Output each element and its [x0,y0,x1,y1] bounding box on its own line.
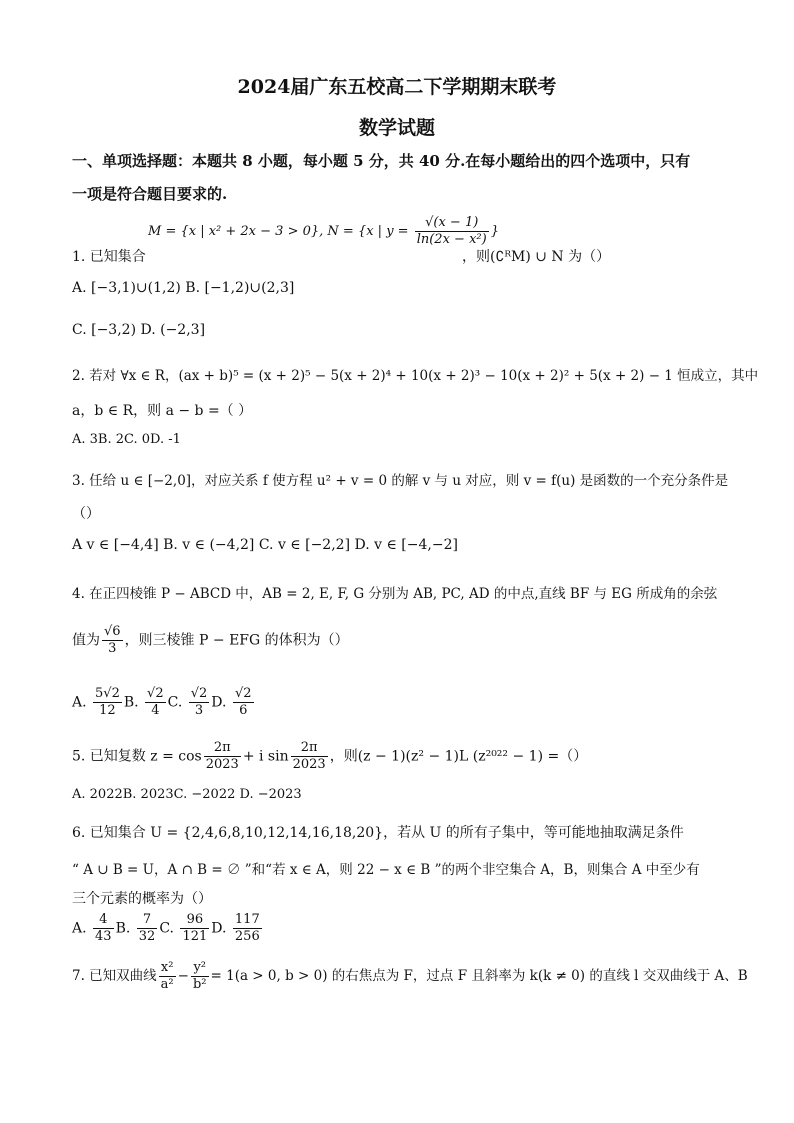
q4-option-b-label: B. [123,694,139,711]
q4-option-d-den: 6 [239,703,248,718]
q7-f2-den: b² [192,977,207,992]
q7-f2-num: y² [191,960,209,977]
q6-option-b-label: B. [115,920,131,937]
q1-formula: M = {x | x² + 2x − 3 > 0}, N = {x | y = [148,224,413,239]
q4-option-a [93,686,122,719]
q4-option-d-num: √2 [234,686,252,701]
exam-subtitle: 数学试题 [358,117,435,139]
q7-pre: 7. 已知双曲线 [72,968,157,984]
q4-option-c-label: C. [167,694,183,711]
q4-line2 [72,624,349,657]
q2-options: A. 3B. 2C. 0D. -1 [72,432,181,447]
q7-minus: − [177,968,189,984]
q7-line1 [72,960,748,993]
q6-option-c [180,912,209,945]
q5-f2-den: 2023 [292,757,326,772]
q1-stem-end: ，则(∁ᴿM) ∪ N 为（） [462,249,611,265]
q5-fraction-1 [204,740,241,773]
q5-line1 [72,740,587,773]
q5-post: ，则(z − 1)(z² − 1)L (z²⁰²² − 1) =（） [329,748,588,765]
q3-options: A v ∈ [−4,4] B. v ∈ (−4,2] C. v ∈ [−2,2] D. v ∈ [−4,−2] [72,537,458,553]
q2-line1: 2. 若对 ∀x ∈ R，(ax + b)⁵ = (x + 2)⁵ − 5(x + 2)⁴ + 10(x + 2)³ − 10(x + 2)² + 5(x + 2) − 1 恒成立，其中 [72,368,759,384]
q6-option-b [137,912,158,945]
q6-line2: “ A ∪ B = U，A ∩ B = ∅ ”和“若 x ∈ A，则 22 − x ∈ B ”的两个非空集合 A，B，则集合 A 中至少有 [72,862,700,878]
q6-option-a-den: 43 [95,929,112,944]
q7-fraction-2 [191,960,209,993]
q4-option-c-num: √2 [190,686,208,701]
q4-line2-post: ，则三棱锥 P − EFG 的体积为（） [124,632,349,649]
q6-option-b-num: 7 [137,912,158,929]
q7-fraction-1 [159,960,176,993]
q6-line3: 三个元素的概率为（） [72,891,212,907]
q6-option-a-label: A. [72,920,87,937]
q1-frac-num: √(x − 1) [415,215,489,232]
q4-line1: 4. 在正四棱锥 P − ABCD 中，AB = 2, E, F, G 分别为 AB, PC, AD 的中点,直线 BF 与 EG 所成角的余弦 [72,586,718,602]
q6-option-b-den: 32 [138,929,156,944]
section-heading-line1: 一、单项选择题：本题共 8 小题，每小题 5 分，共 40 分.在每小题给出的四个选项中，只有 [72,152,691,170]
q7-post: = 1(a > 0, b > 0) 的右焦点为 F，过点 F 且斜率为 k(k ≠ 0) 的直线 l 交双曲线于 A、B [210,968,748,984]
q6-option-d [233,912,262,945]
q5-options: A. 2022B. 2023C. −2022 D. −2023 [72,787,302,802]
q4-option-b-den: 4 [151,703,160,718]
q4-option-d [233,686,254,719]
q6-option-c-label: C. [159,920,174,937]
q4-option-b-num: √2 [147,686,164,701]
q1-fraction [415,215,489,248]
q6-option-d-num: 117 [234,912,260,927]
q7-f1-den: a² [160,977,174,992]
q6-option-a [93,912,114,945]
q5-pre: 5. 已知复数 z = cos [72,748,202,765]
q5-f2-num: 2π [291,740,328,757]
q4-cosine-fraction [102,624,123,657]
q6-option-c-num: 96 [180,912,209,929]
q1-options-ab: A. [−3,1)∪(1,2) B. [−1,2)∪(2,3] [72,280,295,296]
q4-line2-pre: 值为 [72,632,100,649]
q4-cosine-den: 3 [108,641,117,656]
q6-line1: 6. 已知集合 U = {2,4,6,8,10,12,14,16,18,20}，若从 U 的所有子集中，等可能地抽取满足条件 [72,825,684,841]
q6-option-d-label: D. [211,920,227,937]
q6-options [72,912,264,945]
q4-option-b [145,686,166,719]
exam-title: 2024届广东五校高二下学期期末联考 [237,76,557,98]
q5-f1-num: 2π [204,740,241,757]
q1-formula-end: } [490,224,499,239]
q7-f1-num: x² [159,960,176,977]
q4-cosine-num: √6 [104,624,121,639]
q1-stem: 1. 已知集合 [72,249,146,265]
q5-fraction-2 [291,740,328,773]
q4-option-c-den: 3 [194,703,204,718]
q2-line2: a，b ∈ R，则 a − b =（ ） [72,403,253,419]
q4-option-a-den: 12 [99,703,116,718]
q6-option-d-den: 256 [234,929,260,944]
section-heading-line2: 一项是符合题目要求的. [72,185,228,203]
q1-frac-den: ln(2x − x²) [416,232,487,247]
q4-options [72,686,256,719]
q4-option-c [189,686,210,719]
q6-option-c-den: 121 [182,929,208,944]
q4-option-a-label: A. [72,694,87,711]
q4-option-d-label: D. [211,694,227,711]
q5-mid: + i sin [242,748,289,765]
q1-set-definition [148,215,499,248]
q4-option-a-num: 5√2 [95,686,120,701]
q1-options-cd: C. [−3,2) D. (−2,3] [72,322,206,338]
q3-line1: 3. 任给 u ∈ [−2,0]，对应关系 f 使方程 u² + v = 0 的解 v 与 u 对应，则 v = f(u) 是函数的一个充分条件是 [72,473,729,489]
q3-line2: （） [72,506,100,522]
q6-option-a-num: 4 [93,912,114,929]
q5-f1-den: 2023 [205,757,239,772]
